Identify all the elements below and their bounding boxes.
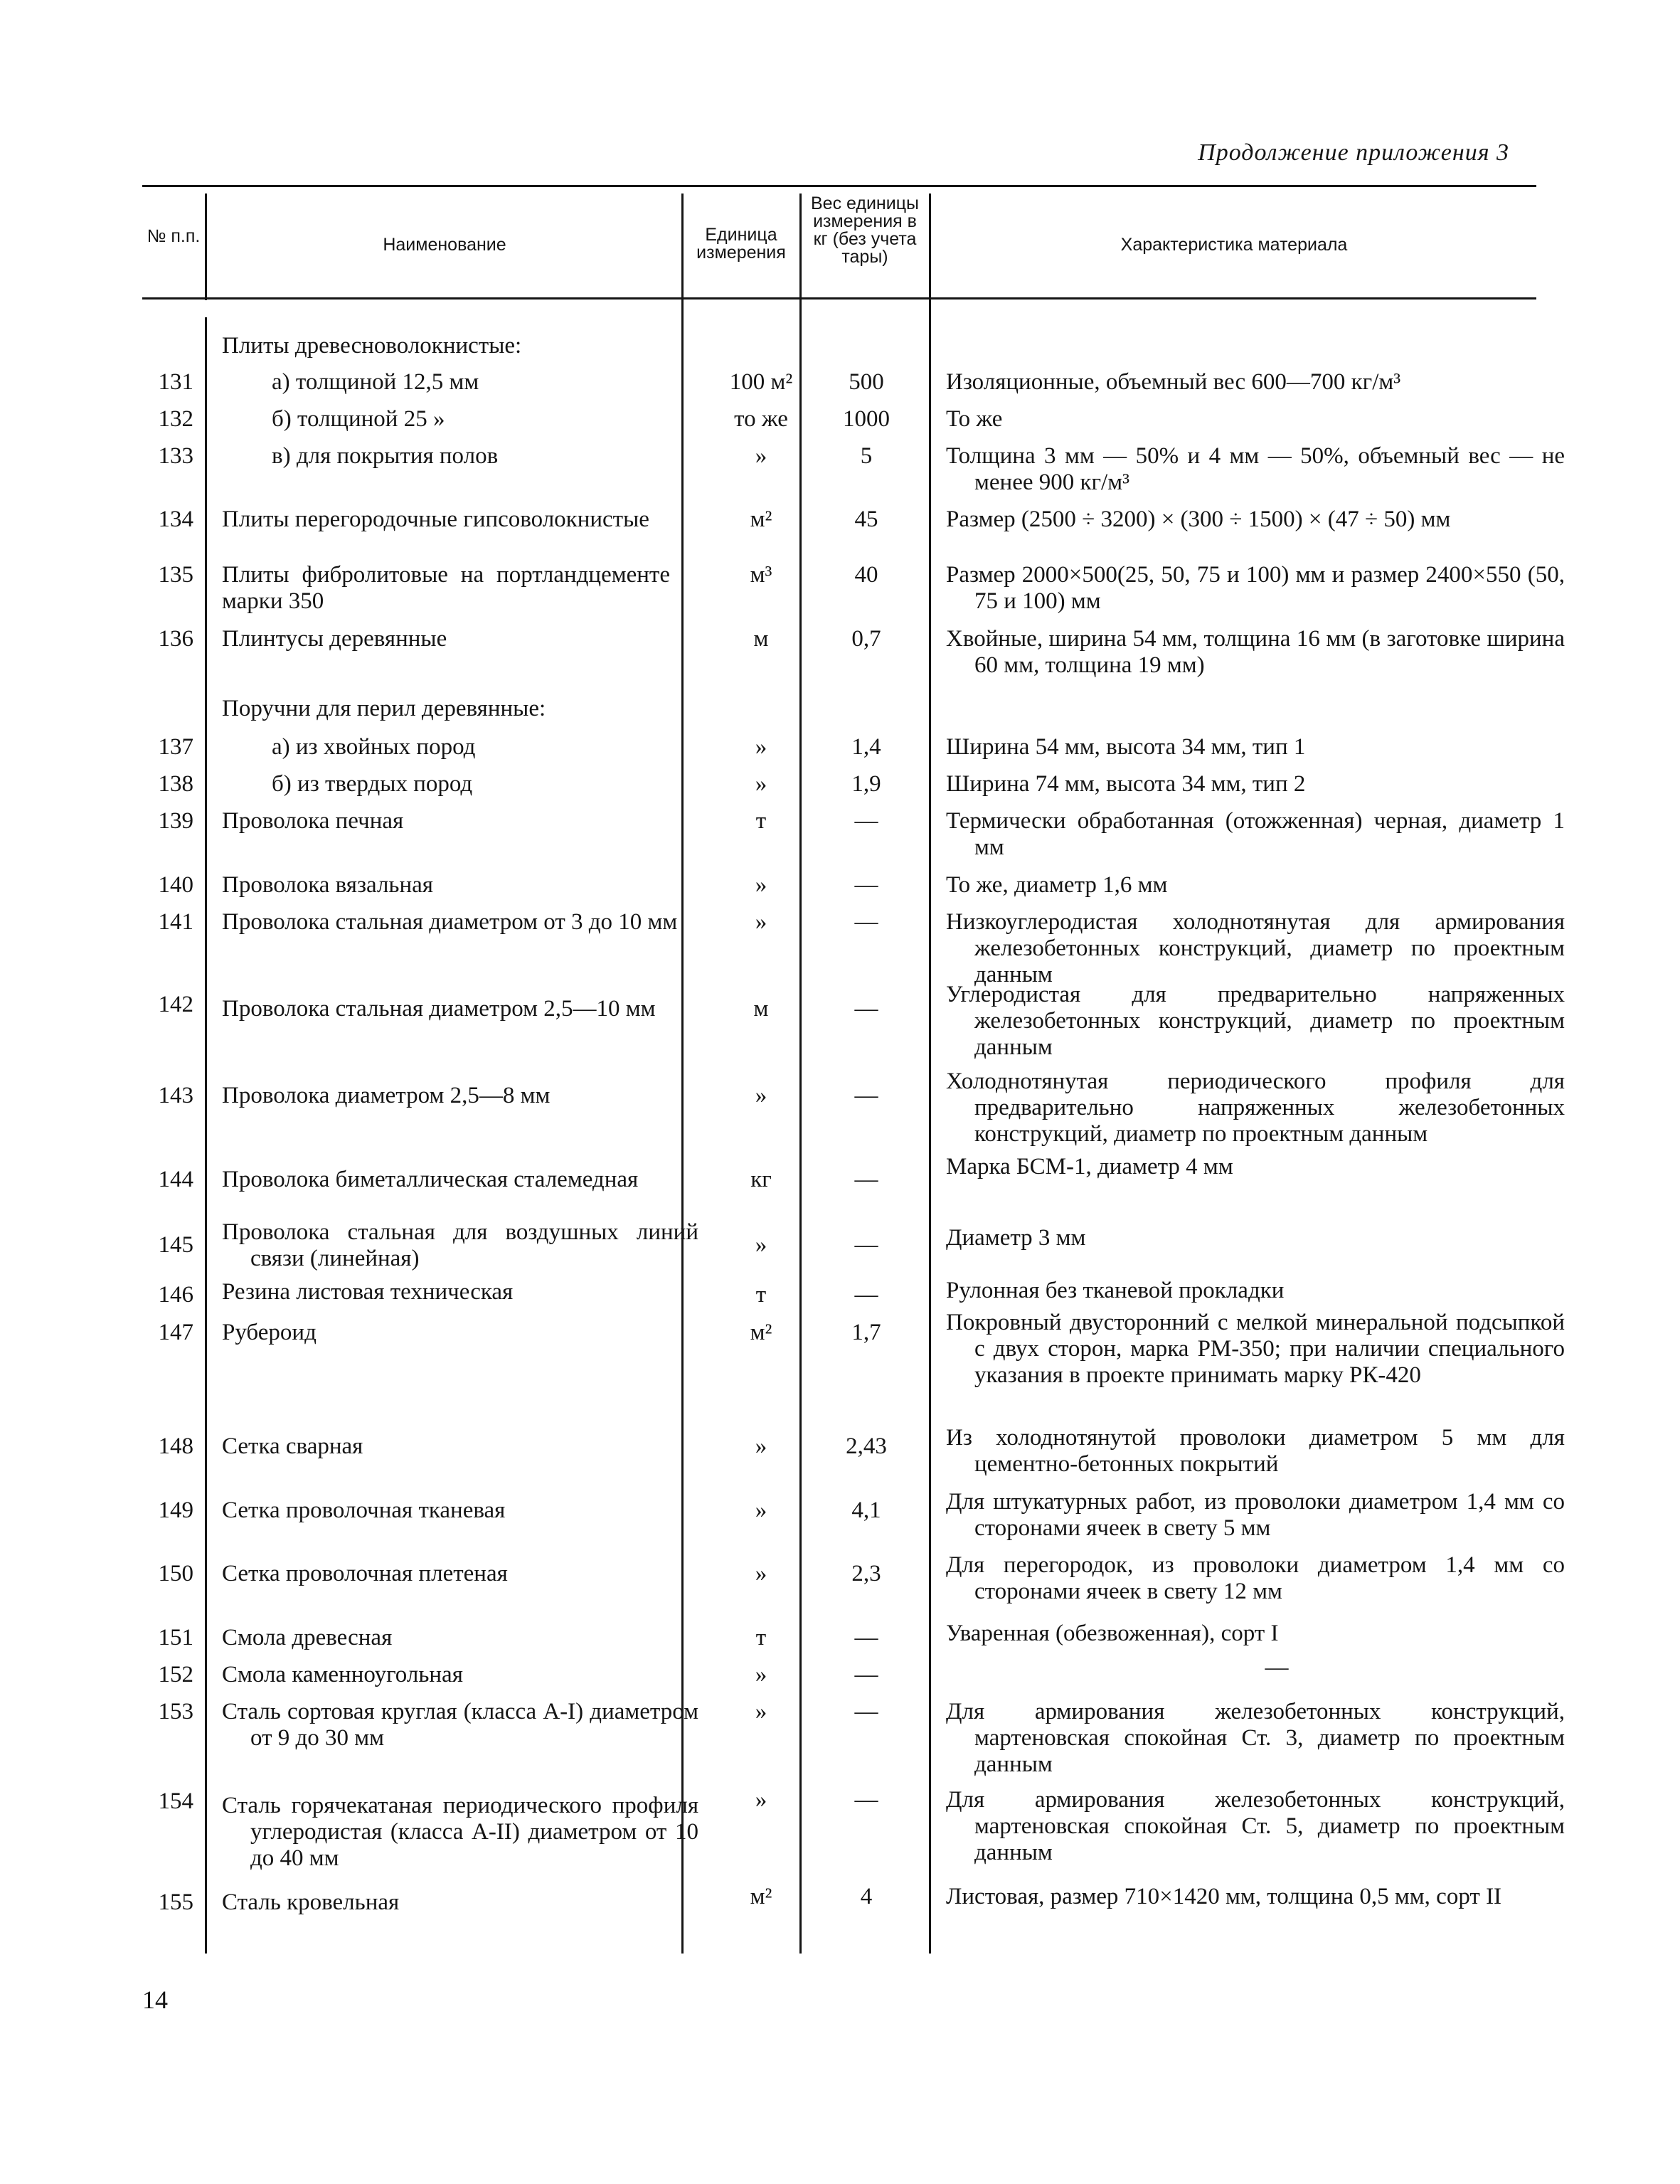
row-characteristic: Для армирования железобетонных конструкций, мартеновская спокойная Ст. 5, диаметр по проектным данным — [946, 1787, 1565, 1865]
row-name: б) толщиной 25 » — [272, 406, 445, 432]
row-unit: » — [755, 1433, 767, 1459]
row-unit: » — [755, 443, 767, 469]
row-unit: » — [755, 1497, 767, 1523]
row-num: 135 — [158, 562, 193, 588]
row-weight: 2,43 — [846, 1433, 887, 1459]
row-characteristic: Низкоуглеродистая холоднотянутая для армирования железобетонных конструкций, диаметр по проектным данным — [946, 909, 1565, 987]
row-num: 136 — [158, 626, 193, 652]
row-weight: 4,1 — [851, 1497, 881, 1523]
row-weight: 2,3 — [851, 1561, 881, 1586]
row-name: Плиты фибролитовые на портландцементе марки 350 — [222, 562, 670, 614]
row-weight: 40 — [854, 562, 878, 588]
row-name: Рубероид — [222, 1320, 317, 1345]
row-unit: » — [755, 771, 767, 797]
row-unit: то же — [734, 406, 788, 432]
row-num: 153 — [158, 1699, 193, 1724]
row-num: 137 — [158, 734, 193, 760]
row-num: 149 — [158, 1497, 193, 1523]
divider-name-unit — [681, 194, 684, 1954]
row-num: 146 — [158, 1282, 193, 1308]
row-name: Проволока печная — [222, 808, 404, 834]
row-weight: — — [854, 872, 878, 898]
row-weight: 1,9 — [851, 771, 881, 797]
col-header-name: Наименование — [383, 235, 506, 255]
row-name: Проволока диаметром 2,5—8 мм — [222, 1083, 551, 1108]
row-unit: м² — [750, 507, 772, 532]
row-name: Сетка проволочная тканевая — [222, 1497, 506, 1523]
row-unit: » — [755, 734, 767, 760]
row-characteristic: Для перегородок, из проволоки диаметром 1,4 мм со сторонами ячеек в свету 12 мм — [946, 1552, 1565, 1604]
row-weight: — — [854, 808, 878, 834]
row-name: Плиты перегородочные гипсоволокнистые — [222, 507, 649, 532]
row-characteristic: Ширина 54 мм, высота 34 мм, тип 1 — [946, 734, 1306, 760]
row-weight: — — [854, 1625, 878, 1650]
row-characteristic: Изоляционные, объемный вес 600—700 кг/м³ — [946, 369, 1401, 395]
row-weight: 0,7 — [851, 626, 881, 652]
row-name: Сталь горячекатаная периодического профиля углеродистая (класса А-II) диаметром от 10 до 40 мм — [222, 1793, 698, 1871]
row-unit: » — [755, 909, 767, 935]
row-unit: 100 м² — [729, 369, 793, 395]
table-top-rule — [142, 185, 1536, 187]
col-header-unit: Единица измерения — [696, 225, 786, 263]
row-characteristic: Холоднотянутая периодического профиля для предварительно напряженных железобетонных конструкций, диаметр по проектным данным — [946, 1069, 1565, 1147]
row-weight: 4 — [860, 1884, 873, 1909]
row-name: Сетка проволочная плетеная — [222, 1561, 508, 1586]
row-characteristic: Уваренная (обезвоженная), сорт I — [946, 1621, 1279, 1646]
row-characteristic: Для армирования железобетонных конструкций, мартеновская спокойная Ст. 3, диаметр по проектным данным — [946, 1699, 1565, 1777]
row-name: б) из твердых пород — [272, 771, 473, 797]
row-num: 152 — [158, 1662, 193, 1687]
row-unit: » — [755, 1232, 767, 1258]
row-num: 148 — [158, 1433, 193, 1459]
row-characteristic: Марка БСМ-1, диаметр 4 мм — [946, 1154, 1233, 1180]
row-unit: » — [755, 1561, 767, 1586]
row-num: 147 — [158, 1320, 193, 1345]
row-num: 134 — [158, 507, 193, 532]
divider-weight-char — [929, 194, 931, 1954]
row-name: Проволока вязальная — [222, 872, 433, 898]
row-name: Смола каменноугольная — [222, 1662, 463, 1687]
row-weight: 1,7 — [851, 1320, 881, 1345]
row-characteristic: Размер 2000×500(25, 50, 75 и 100) мм и размер 2400×550 (50, 75 и 100) мм — [946, 562, 1565, 614]
row-num: 144 — [158, 1167, 193, 1192]
row-name: а) из хвойных пород — [272, 734, 476, 760]
row-weight: 45 — [854, 507, 878, 532]
row-num: 141 — [158, 909, 193, 935]
row-weight: — — [854, 1662, 878, 1687]
divider-num-name — [205, 317, 207, 1954]
row-characteristic: Углеродистая для предварительно напряженных железобетонных конструкций, диаметр по проектным данным — [946, 982, 1565, 1060]
row-characteristic: То же — [946, 406, 1003, 432]
group-title: Плиты древесноволокнистые: — [222, 333, 522, 359]
row-unit: м² — [750, 1320, 772, 1345]
row-unit: м³ — [750, 562, 772, 588]
row-num: 143 — [158, 1083, 193, 1108]
row-name: Проволока стальная диаметром от 3 до 10 мм — [222, 909, 678, 935]
row-num: 138 — [158, 771, 193, 797]
row-unit: » — [755, 1699, 767, 1724]
row-characteristic: Ширина 74 мм, высота 34 мм, тип 2 — [946, 771, 1306, 797]
row-name: Плинтусы деревянные — [222, 626, 447, 652]
row-unit: т — [755, 1625, 767, 1650]
row-characteristic: Для штукатурных работ, из проволоки диаметром 1,4 мм со сторонами ячеек в свету 5 мм — [946, 1489, 1565, 1541]
row-unit: м — [753, 626, 769, 652]
row-num: 150 — [158, 1561, 193, 1586]
row-unit: т — [755, 1282, 767, 1308]
row-name: Проволока стальная диаметром 2,5—10 мм — [222, 996, 656, 1022]
row-characteristic: — — [1265, 1655, 1289, 1680]
row-num: 133 — [158, 443, 193, 469]
row-num: 131 — [158, 369, 193, 395]
row-unit: т — [755, 808, 767, 834]
row-weight: — — [854, 909, 878, 935]
row-weight: — — [854, 996, 878, 1022]
row-num: 132 — [158, 406, 193, 432]
row-name: в) для покрытия полов — [272, 443, 499, 469]
row-name: Сталь сортовая круглая (класса А-I) диаметром от 9 до 30 мм — [222, 1699, 698, 1751]
row-weight: — — [854, 1699, 878, 1724]
col-header-num: № п.п. — [147, 226, 201, 246]
row-num: 155 — [158, 1889, 193, 1915]
row-unit: » — [755, 1662, 767, 1687]
row-characteristic: Листовая, размер 710×1420 мм, толщина 0,5 мм, сорт II — [946, 1884, 1502, 1909]
row-characteristic: Толщина 3 мм — 50% и 4 мм — 50%, объемный вес — не менее 900 кг/м³ — [946, 443, 1565, 495]
row-weight: 500 — [849, 369, 884, 395]
row-num: 151 — [158, 1625, 193, 1650]
row-weight: — — [854, 1787, 878, 1813]
row-characteristic: Хвойные, ширина 54 мм, толщина 16 мм (в заготовке ширина 60 мм, толщина 19 мм) — [946, 626, 1565, 678]
row-weight: 1000 — [843, 406, 890, 432]
row-unit: м² — [750, 1884, 772, 1909]
row-num: 145 — [158, 1232, 193, 1258]
row-characteristic: Покровный двусторонний с мелкой минеральной подсыпкой с двух сторон, марка РМ-350; при наличии специального указания в проекте принимать марку РК-420 — [946, 1310, 1565, 1388]
col-header-characteristic: Характеристика материала — [1120, 235, 1348, 255]
row-unit: » — [755, 872, 767, 898]
row-characteristic: Термически обработанная (отожженная) черная, диаметр 1 мм — [946, 808, 1565, 860]
col-header-weight: Вес единицы измерения в кг (без учета тары) — [811, 194, 919, 267]
row-weight: — — [854, 1167, 878, 1192]
row-weight: — — [854, 1232, 878, 1258]
row-unit: » — [755, 1787, 767, 1813]
row-num: 139 — [158, 808, 193, 834]
continuation-caption: Продолжение приложения 3 — [1198, 139, 1509, 166]
row-characteristic: Диаметр 3 мм — [946, 1225, 1086, 1251]
row-name: Сетка сварная — [222, 1433, 363, 1459]
row-name: Проволока стальная для воздушных линий связи (линейная) — [222, 1219, 698, 1271]
page-number: 14 — [142, 1986, 168, 2014]
row-weight: — — [854, 1282, 878, 1308]
row-name: Резина листовая техническая — [222, 1279, 514, 1305]
row-name: Смола древесная — [222, 1625, 393, 1650]
row-num: 154 — [158, 1788, 193, 1814]
row-name: а) толщиной 12,5 мм — [272, 369, 479, 395]
header-bottom-rule — [142, 297, 1536, 299]
row-unit: кг — [750, 1167, 772, 1192]
row-unit: » — [755, 1083, 767, 1108]
row-num: 142 — [158, 992, 193, 1017]
row-name: Проволока биметаллическая сталемедная — [222, 1167, 639, 1192]
row-characteristic: Из холоднотянутой проволоки диаметром 5 мм для цементно-бетонных покрытий — [946, 1425, 1565, 1477]
row-unit: м — [753, 996, 769, 1022]
group-title: Поручни для перил деревянные: — [222, 696, 546, 721]
row-characteristic: То же, диаметр 1,6 мм — [946, 872, 1168, 898]
row-name: Сталь кровельная — [222, 1889, 400, 1915]
row-characteristic: Размер (2500 ÷ 3200) × (300 ÷ 1500) × (47 ÷ 50) мм — [946, 507, 1451, 532]
row-num: 140 — [158, 872, 193, 898]
row-weight: 5 — [860, 443, 873, 469]
row-weight: — — [854, 1083, 878, 1108]
divider-num-name-head — [205, 194, 207, 300]
row-weight: 1,4 — [851, 734, 881, 760]
row-characteristic: Рулонная без тканевой прокладки — [946, 1278, 1285, 1303]
